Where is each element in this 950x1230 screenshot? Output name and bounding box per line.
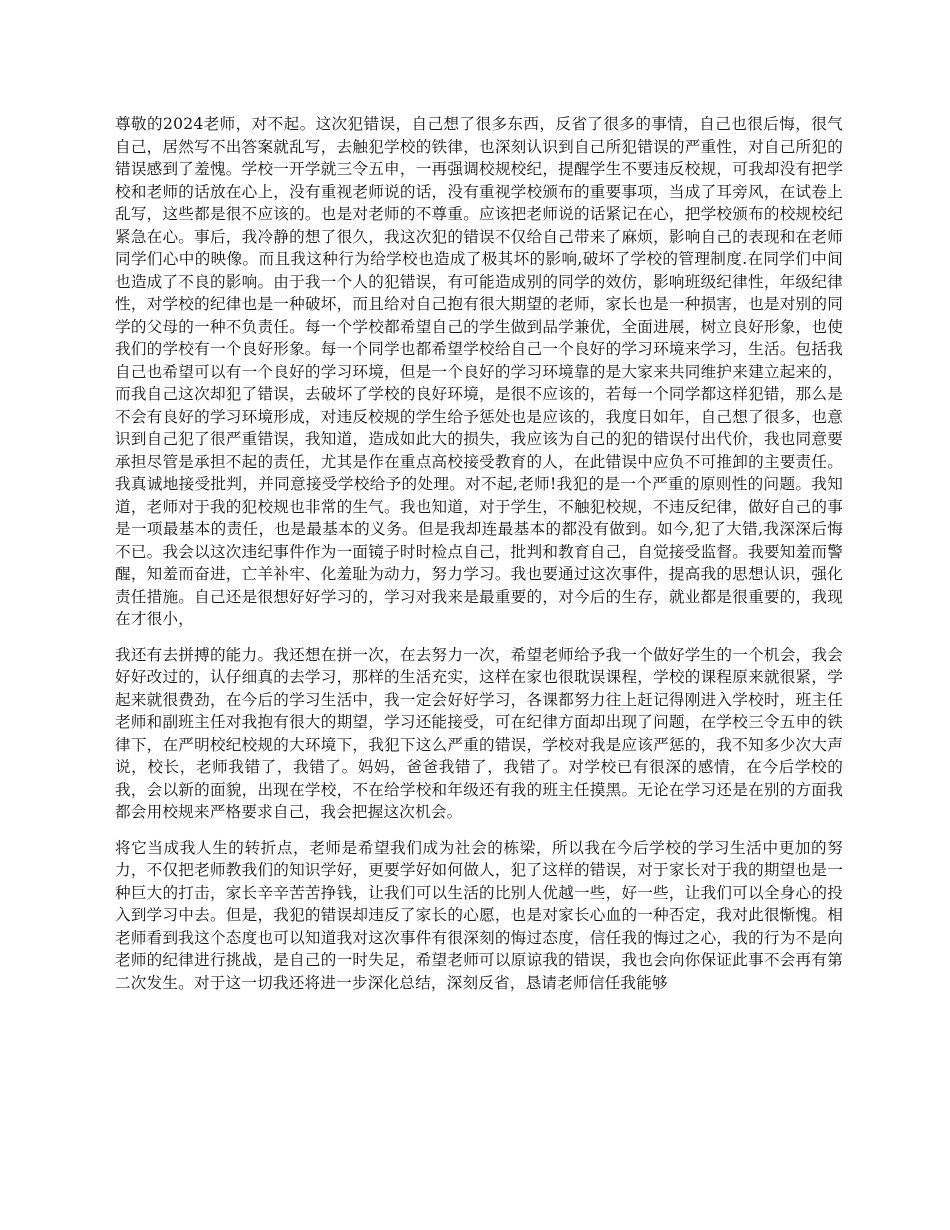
paragraph-2: 我还有去拼搏的能力。我还想在拼一次，在去努力一次，希望老师给予我一个做好学生的一个机会，我会好好改过的，认仔细真的去学习，那样的生活充实，这样在家也很耽误课程，学校的课程原来就很紧，学起来就很费劲，在今后的学习生活中，我一定会好好学习，各课都努力往上赶记得刚进入学校时，班主任老师和副班主任对我抱有很大的期望，学习还能接受，可在纪律方面却出现了问题，在学校三令五申的铁律下，在严明校纪校规的大环境下，我犯下这么严重的错误，学校对我是应该严惩的，我不知多少次大声说，校长，老师我错了，我错了。妈妈，爸爸我错了，我错了。对学校已有很深的感情，在今后学校的我，会以新的面貌，出现在学校，不在给学校和年级还有我的班主任摸黑。无论在学习还是在别的方面我都会用校规来严格要求自己，我会把握这次机会。 xyxy=(115,645,843,821)
paragraph-spacer xyxy=(115,631,843,644)
paragraph-1: 尊敬的2024老师，对不起。这次犯错误，自己想了很多东西，反省了很多的事情，自己也很后悔，很气自己，居然写不出答案就乱写，去触犯学校的铁律，也深刻认识到自己所犯错误的严重性，对自己所犯的错误感到了羞愧。学校一开学就三令五申，一再强调校规校纪，提醒学生不要违反校规，可我却没有把学校和老师的话放在心上，没有重视老师说的话，没有重视学校颁布的重要事项，当成了耳旁风，在试卷上乱写，这些都是很不应该的。也是对老师的不尊重。应该把老师说的话紧记在心，把学校颁布的校规校纪紧急在心。事后，我冷静的想了很久，我这次犯的错误不仅给自己带来了麻烦，影响自己的表现和在老师同学们心中的映像。而且我这种行为给学校也造成了极其坏的影响,破坏了学校的管理制度.在同学们中间也造成了不良的影响。由于我一个人的犯错误，有可能造成别的同学的效仿，影响班级纪律性，年级纪律性，对学校的纪律也是一种破坏，而且给对自己抱有很大期望的老师，家长也是一种损害，也是对别的同学的父母的一种不负责任。每一个学校都希望自己的学生做到品学兼优，全面进展，树立良好形象，也使我们的学校有一个良好形象。每一个同学也都希望学校给自己一个良好的学习环境来学习，生活。包括我自己也希望可以有一个良好的学习环境，但是一个良好的学习环境靠的是大家来共同维护来建立起来的，而我自己这次却犯了错误，去破坏了学校的良好环境，是很不应该的，若每一个同学都这样犯错，那么是不会有良好的学习环境形成，对违反校规的学生给予惩处也是应该的，我度日如年，自己想了很多，也意识到自己犯了很严重错误，我知道，造成如此大的损失，我应该为自己的犯的错误付出代价，我也同意要承担尽管是承担不起的责任，尤其是作在重点高校接受教育的人，在此错误中应负不可推卸的主要责任。我真诚地接受批判，并同意接受学校给予的处理。对不起,老师!我犯的是一个严重的原则性的问题。我知道，老师对于我的犯校规也非常的生气。我也知道，对于学生，不触犯校规，不违反纪律，做好自己的事是一项最基本的责任，也是最基本的义务。但是我却连最基本的都没有做到。如今,犯了大错,我深深后悔不已。我会以这次违纪事件作为一面镜子时时检点自己，批判和教育自己，自觉接受监督。我要知羞而警醒，知羞而奋进，亡羊补牢、化羞耻为动力，努力学习。我也要通过这次事件，提高我的思想认识，强化责任措施。自己还是很想好好学习的，学习对我来是最重要的，对今后的生存，就业都是很重要的，我现在才很小， xyxy=(115,115,843,628)
paragraph-spacer xyxy=(115,824,843,837)
paragraph-3: 将它当成我人生的转折点，老师是希望我们成为社会的栋梁，所以我在今后学校的学习生活中更加的努力，不仅把老师教我们的知识学好，更要学好如何做人，犯了这样的错误，对于家长对于我的期望也是一种巨大的打击，家长辛辛苦苦挣钱，让我们可以生活的比别人优越一些，好一些，让我们可以全身心的投入到学习中去。但是，我犯的错误却违反了家长的心愿，也是对家长心血的一种否定，我对此很惭愧。相老师看到我这个态度也可以知道我对这次事件有很深刻的悔过态度，信任我的悔过之心，我的行为不是向老师的纪律进行挑战，是自己的一时失足，希望老师可以原谅我的错误，我也会向你保证此事不会再有第二次发生。对于这一切我还将进一步深化总结，深刻反省，恳请老师信任我能够 xyxy=(115,838,843,992)
document-page xyxy=(115,113,843,994)
